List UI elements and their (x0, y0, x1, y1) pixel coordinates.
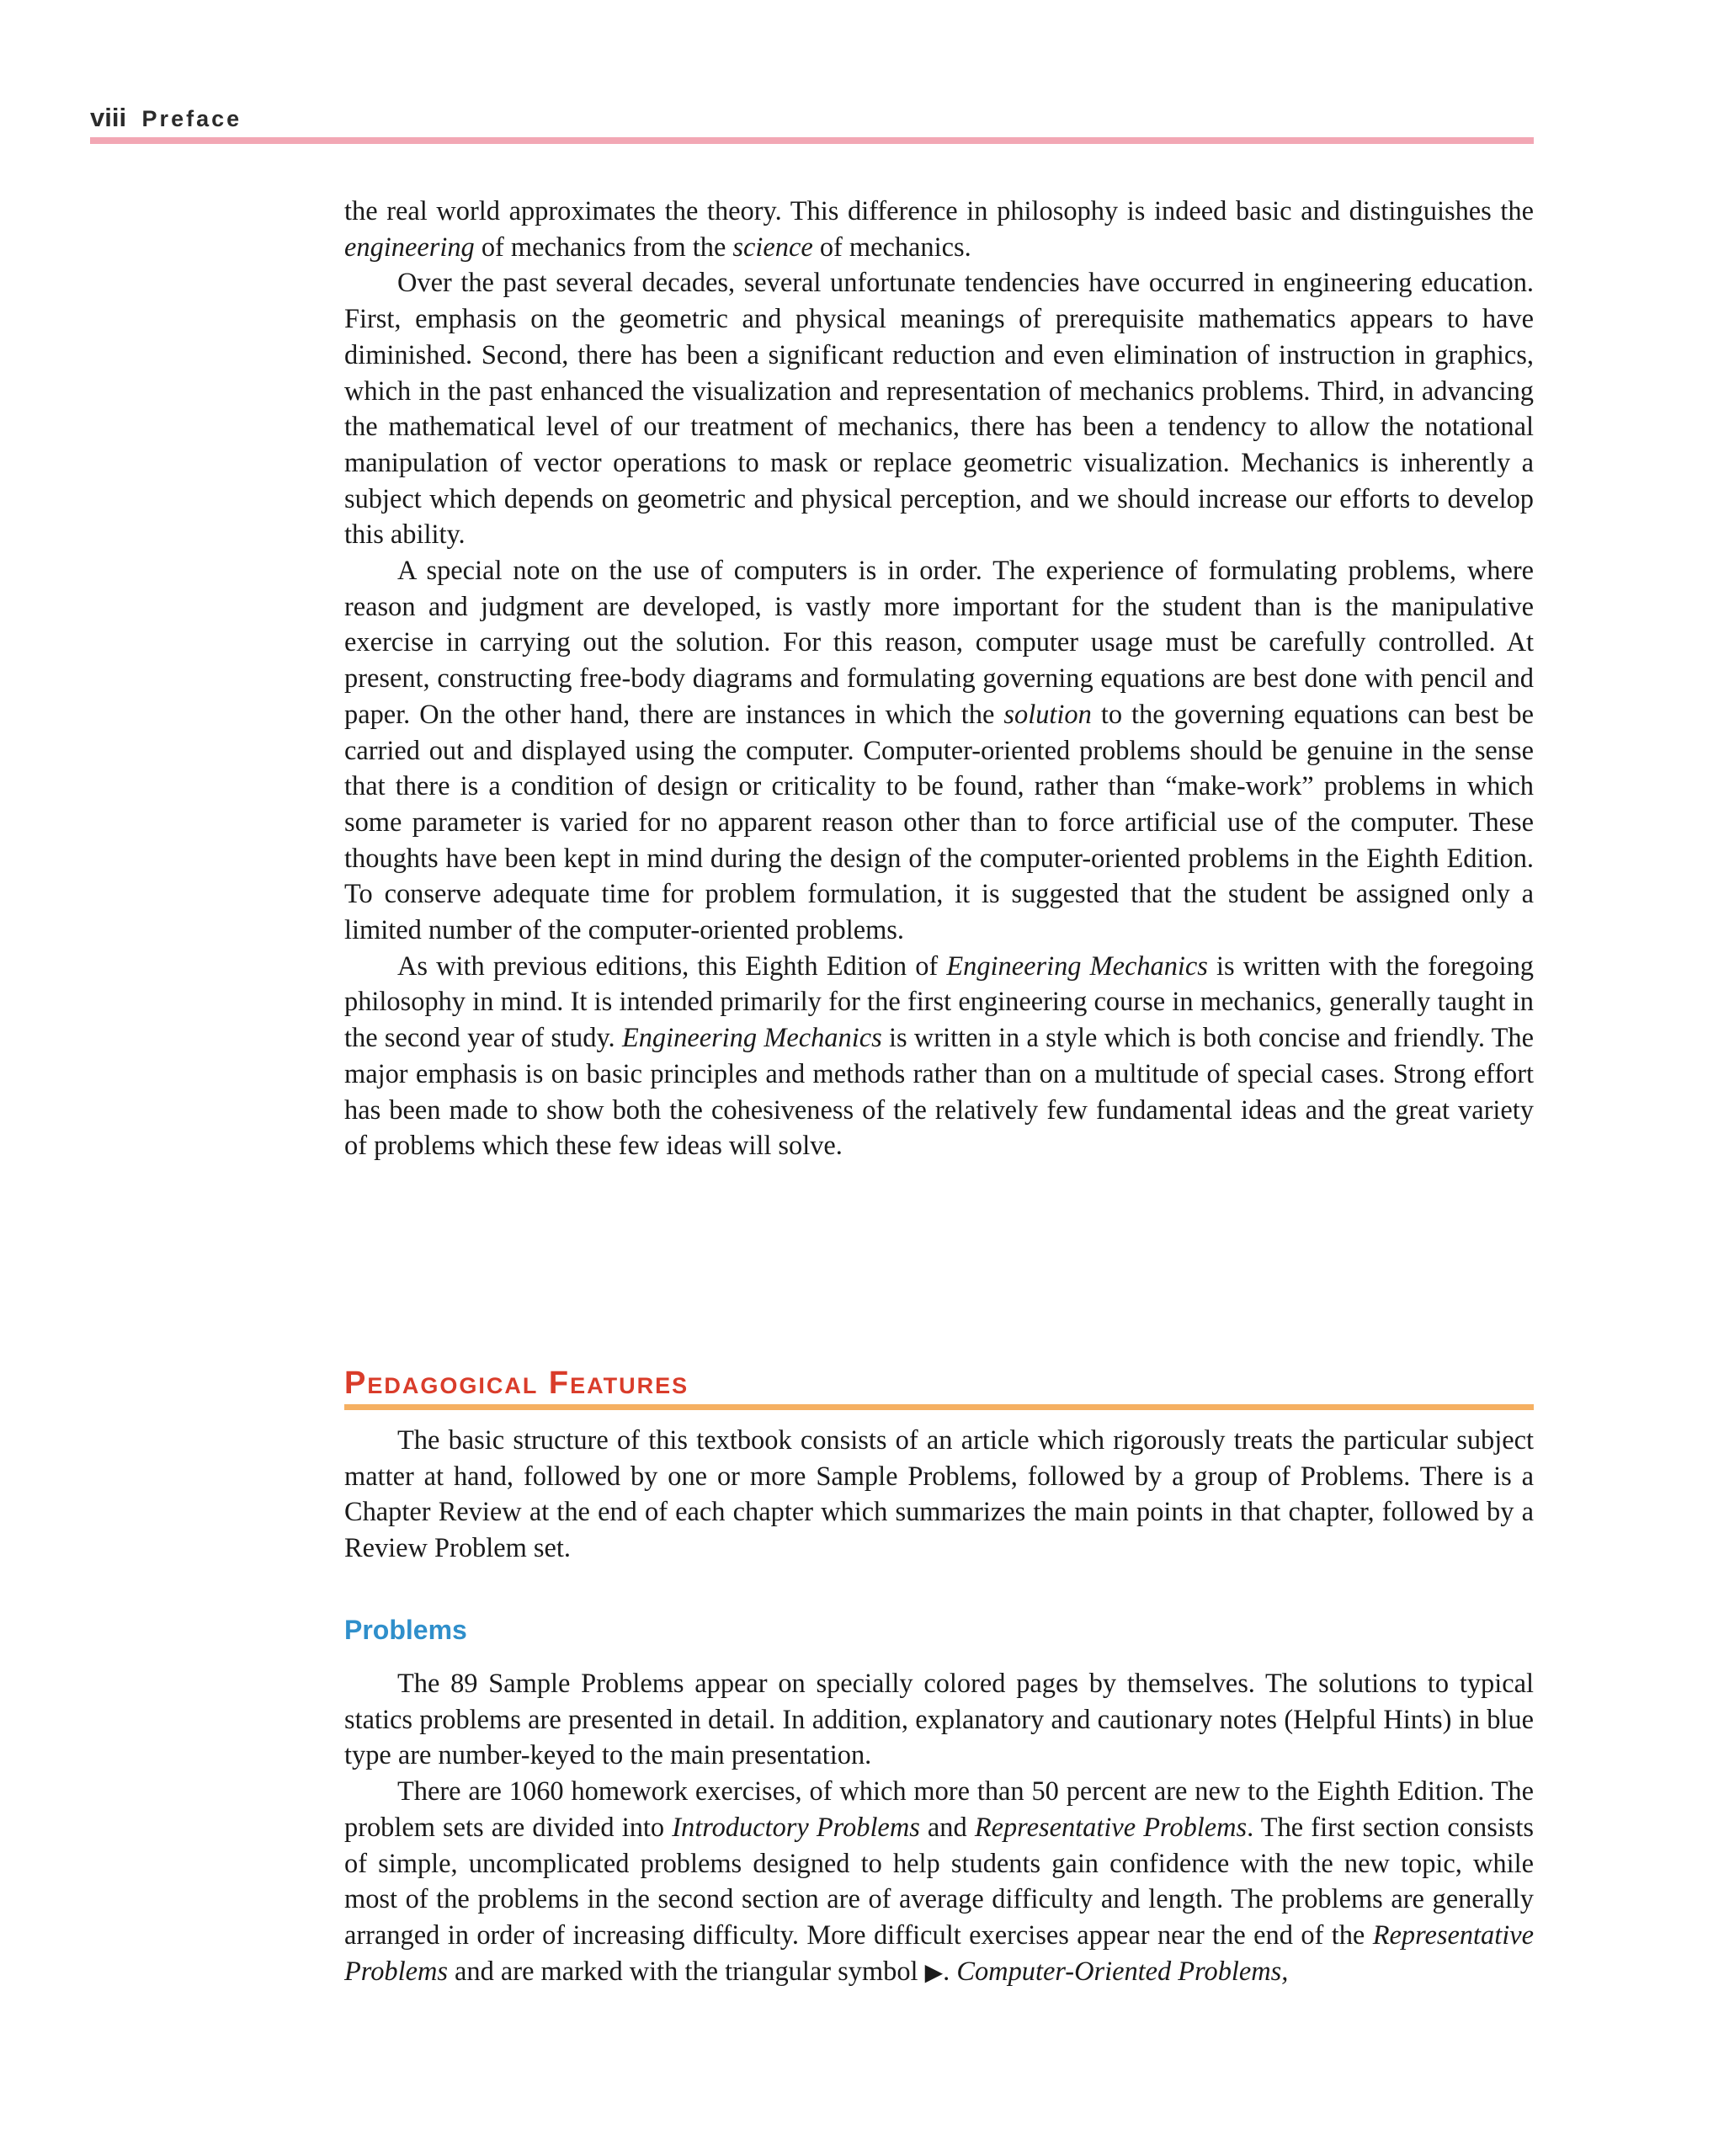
running-head (90, 103, 242, 133)
paragraph-homework: There are 1060 homework exercises, of which more than 50 percent are new to the Eighth Edition. The problem sets are divided into Introductory Problems and Representative Problems. The first section consists of simple, uncomplicated problems designed to help students gain confidence with the new topic, while most of the problems in the second section are of average difficulty and length. The problems are generally arranged in order of increasing difficulty. More difficult exercises appear near the end of the Representative Problems and are marked with the triangular symbol ▶. Computer-Oriented Problems, (344, 1776, 1535, 1987)
emphasis-representative-problems: Representative Problems (974, 1812, 1248, 1843)
emphasis-introductory-problems: Introductory Problems (672, 1812, 920, 1843)
intro-text (344, 194, 1534, 1164)
subheading-problems: Problems (344, 1615, 467, 1645)
emphasis-representative-problems: Representative Problems (344, 1919, 1534, 1987)
pedagogical-text (344, 1423, 1534, 1567)
triangle-icon: ▶ (924, 1957, 944, 1986)
section-rule (344, 1404, 1534, 1410)
emphasis-computer-oriented-problems: Computer-Oriented Problems, (956, 1956, 1289, 1987)
header-rule (90, 137, 1534, 144)
running-head-title: Preface (141, 106, 242, 131)
paragraph-philosophy: As with previous editions, this Eighth Edition of Engineering Mechanics is written with the foregoing philosophy in mind. It is intended primarily for the first engineering course in mechanics, generally taught in the second year of study. Engineering Mechanics is written in a style which is both concise and friendly. The major emphasis is on basic principles and methods rather than on a multitude of special cases. Strong effort has been made to show both the cohesiveness of the relatively few fundamental ideas and the great variety of problems which these few ideas will solve. (344, 950, 1535, 1162)
paragraph-continued: the real world approximates the theory. This difference in philosophy is indeed basic and distinguishes the engineering of mechanics from the science of mechanics. (344, 196, 1534, 263)
paragraph-computers: A special note on the use of computers is in order. The experience of formulating problems, where reason and judgment are developed, is vastly more important for the student than is the manipulative exercise in carrying out the solution. For this reason, computer usage must be carefully controlled. At present, constructing free-body diagrams and formulating governing equations are best done with pencil and paper. On the other hand, there are instances in which the solution to the governing equations can best be carried out and displayed using the computer. Computer-oriented problems should be genuine in the sense that there is a condition of design or criticality to be found, rather than “make-work” problems in which some parameter is varied for no apparent reason other than to force artificial use of the computer. These thoughts have been kept in mind during the design of the computer-oriented problems in the Eighth Edition. To conserve adequate time for problem formulation, it is suggested that the student be assigned only a limited number of the computer-oriented problems. (344, 556, 1534, 946)
emphasis-engineering: engineering (344, 232, 475, 263)
emphasis-science: science (732, 232, 813, 263)
emphasis-solution: solution (1003, 699, 1092, 730)
book-title: Engineering Mechanics (621, 1023, 882, 1054)
section-heading-pedagogical-features (344, 1365, 1534, 1413)
paragraph-tendencies: Over the past several decades, several unfortunate tendencies have occurred in engineering education. First, emphasis on the geometric and physical meanings of prerequisite mathematics appears to have diminished. Second, there has been a significant reduction and even elimination of instruction in graphics, which in the past enhanced the visualization and representation of mechanics problems. Third, in advancing the mathematical level of our treatment of mechanics, there has been a tendency to allow the notational manipulation of vector operations to mask or replace geometric visualization. Mechanics is inherently a subject which depends on geometric and physical perception, and we should increase our efforts to develop this ability. (344, 268, 1534, 551)
book-title: Engineering Mechanics (946, 950, 1208, 982)
paragraph-sample-problems: The 89 Sample Problems appear on specially colored pages by themselves. The solutions to typical statics problems are presented in detail. In addition, explanatory and cautionary notes (Helpful Hints) in blue type are number-keyed to the main presentation. (344, 1669, 1534, 1771)
section-title: Pedagogical Features (344, 1365, 689, 1401)
page-number: viii (90, 103, 127, 132)
problems-text (344, 1666, 1534, 1990)
paragraph-structure: The basic structure of this textbook consists of an article which rigorously treats the particular subject matter at hand, followed by one or more Sample Problems, followed by a group of Problems. There is a Chapter Review at the end of each chapter which summarizes the main points in that chapter, followed by a Review Problem set. (344, 1425, 1534, 1564)
